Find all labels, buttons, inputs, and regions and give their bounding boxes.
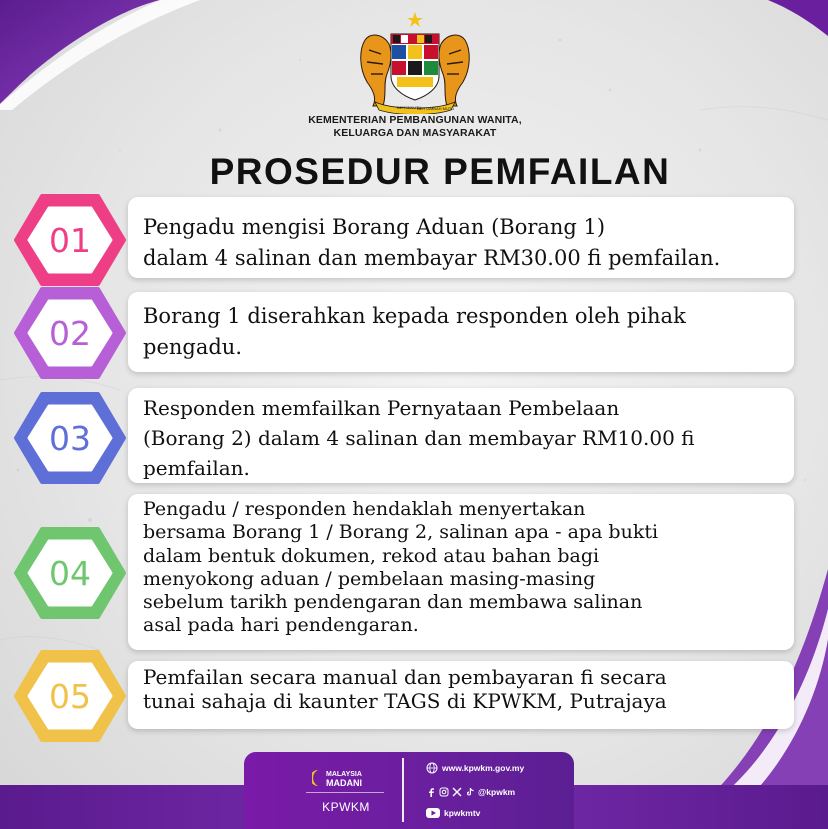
step-card bbox=[128, 494, 794, 650]
ministry-name-line2: KELUARGA DAN MASYARAKAT bbox=[333, 127, 497, 139]
step-text-line: (Borang 2) dalam 4 salinan dan membayar RM10.00 fi bbox=[143, 426, 695, 450]
social-handle[interactable]: @kpwkm bbox=[478, 787, 516, 797]
step-text bbox=[143, 301, 784, 363]
logo-line2: MADANI bbox=[326, 778, 362, 788]
step-number: 02 bbox=[49, 314, 91, 353]
step-text-line: sebelum tarikh pendengaran dan membawa salinan bbox=[143, 591, 643, 614]
website-row[interactable] bbox=[426, 762, 524, 774]
step-card bbox=[128, 388, 794, 483]
step-text-line: dalam 4 salinan dan membayar RM30.00 fi pemfailan. bbox=[143, 246, 721, 270]
step-card bbox=[128, 292, 794, 372]
footer bbox=[244, 752, 574, 829]
facebook-icon[interactable] bbox=[426, 787, 436, 797]
logo-line1: MALAYSIA bbox=[326, 771, 362, 778]
globe-icon bbox=[426, 762, 438, 774]
corner-decoration bbox=[0, 0, 200, 110]
step-text-line: pengadu. bbox=[143, 335, 243, 359]
kpwkm-logo: KPWKM bbox=[322, 800, 370, 814]
instagram-icon[interactable] bbox=[439, 787, 449, 797]
step-text-line: bersama Borang 1 / Borang 2, salinan apa - apa bukti bbox=[143, 521, 659, 544]
step-text-line: menyokong aduan / pembelaan masing-masing bbox=[143, 567, 596, 590]
page-title: PROSEDUR PEMFAILAN bbox=[209, 151, 671, 192]
youtube-icon bbox=[426, 808, 440, 818]
ministry-name bbox=[250, 114, 580, 140]
step-text-line: asal pada hari pendengaran. bbox=[143, 614, 419, 637]
step-text bbox=[143, 498, 784, 638]
step-number: 01 bbox=[49, 221, 91, 260]
ministry-name-line1: KEMENTERIAN PEMBANGUNAN WANITA, bbox=[308, 114, 522, 126]
crest-motto-right: BERTAMBAH MUTU bbox=[417, 106, 455, 111]
step-text-line: Pemfailan secara manual dan pembayaran fi secara bbox=[143, 665, 667, 689]
step-text-line: Borang 1 diserahkan kepada responden oleh pihak bbox=[143, 304, 686, 328]
step-card bbox=[128, 661, 794, 729]
step-text-line: dalam bentuk dokumen, rekod atau bahan bagi bbox=[143, 544, 600, 567]
crest-logo bbox=[353, 10, 477, 114]
step-text bbox=[143, 665, 784, 713]
step-text-line: pemfailan. bbox=[143, 456, 250, 480]
step-number: 04 bbox=[49, 554, 91, 593]
x-icon[interactable] bbox=[452, 787, 462, 797]
step-number: 03 bbox=[49, 419, 91, 458]
step-number: 05 bbox=[49, 677, 91, 716]
step-text-line: tunai sahaja di kaunter TAGS di KPWKM, Putrajaya bbox=[143, 689, 667, 713]
youtube-row[interactable] bbox=[426, 808, 480, 818]
malaysia-madani-logo bbox=[312, 764, 372, 792]
youtube-handle[interactable]: kpwkmtv bbox=[444, 808, 481, 818]
step-text-line: Pengadu mengisi Borang Aduan (Borang 1) bbox=[143, 215, 606, 239]
step-text-line: Pengadu / responden hendaklah menyertakan bbox=[143, 498, 586, 520]
step-text bbox=[143, 212, 784, 274]
brand-divider bbox=[306, 792, 384, 793]
website-link[interactable]: www.kpwkm.gov.my bbox=[442, 763, 525, 773]
social-row bbox=[426, 787, 515, 797]
footer-divider bbox=[402, 758, 404, 822]
step-card bbox=[128, 197, 794, 278]
crest-motto-left: BERSEKUTU bbox=[397, 105, 422, 110]
corner-decoration bbox=[738, 0, 828, 40]
step-text-line: Responden memfailkan Pernyataan Pembelaan bbox=[143, 396, 620, 420]
tiktok-icon[interactable] bbox=[465, 787, 475, 797]
step-text bbox=[143, 393, 784, 483]
